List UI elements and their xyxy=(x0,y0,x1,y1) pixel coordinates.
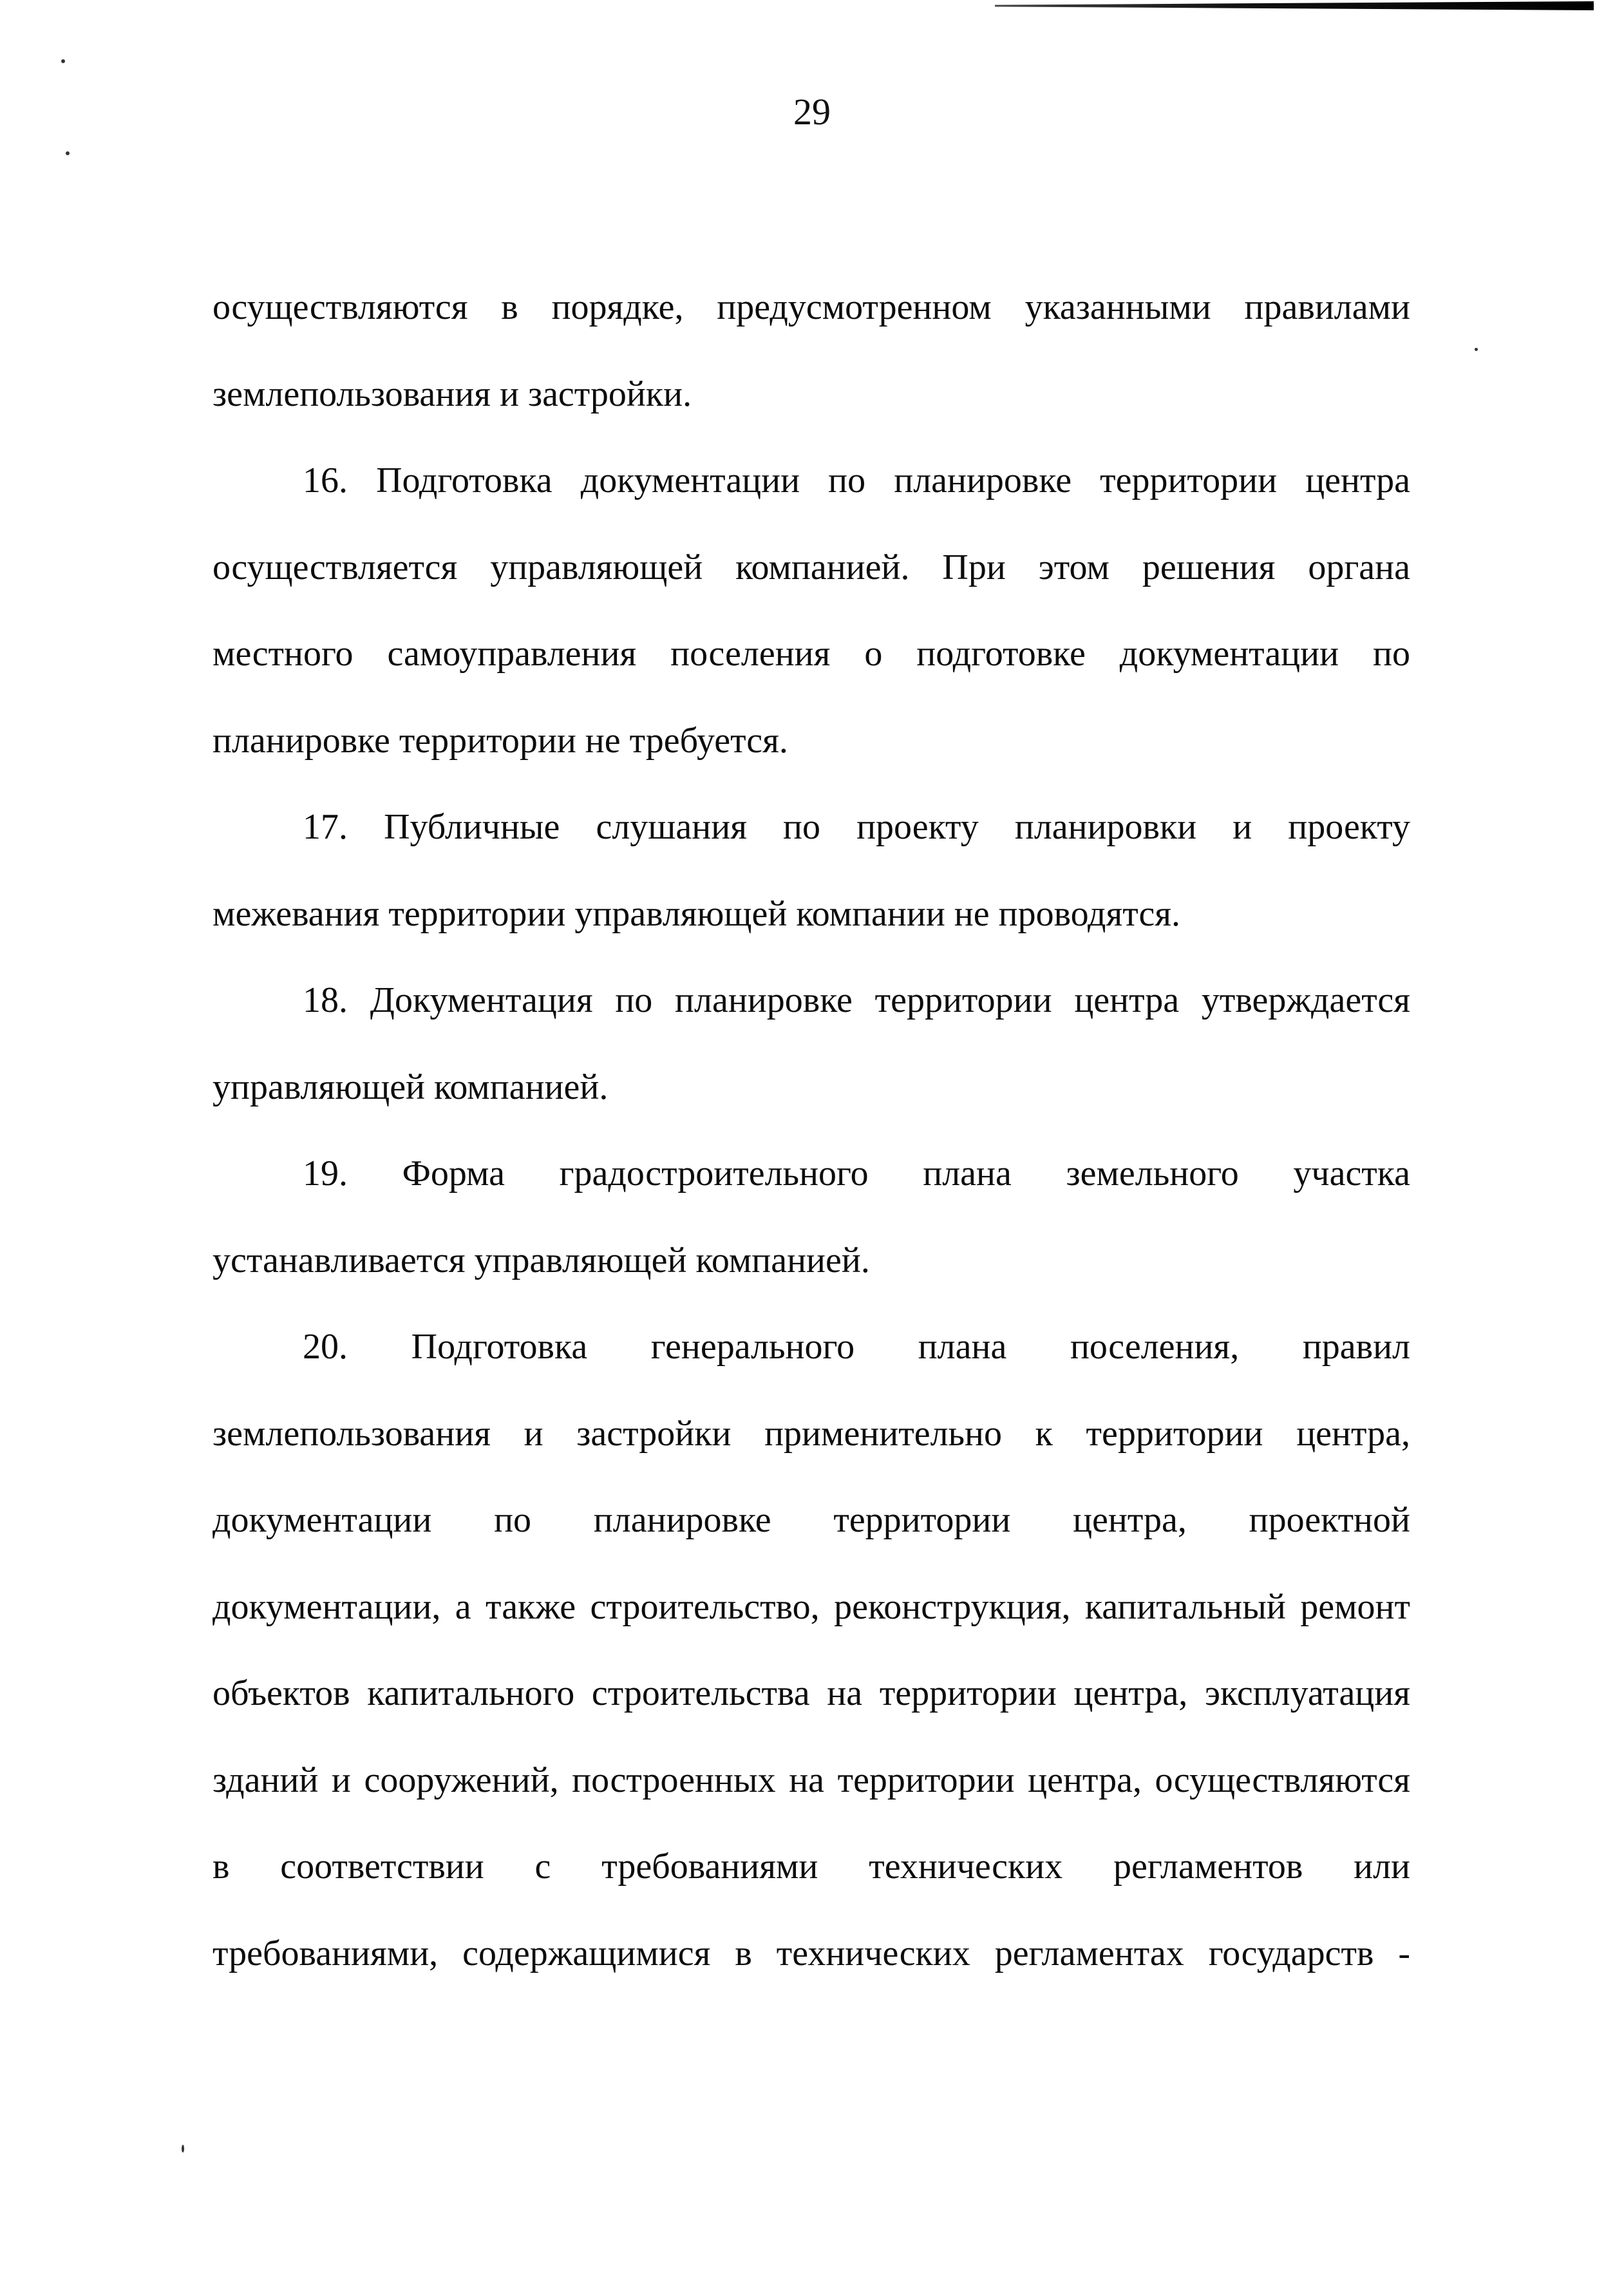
document-body xyxy=(212,264,1410,1997)
page-number: 29 xyxy=(793,91,831,133)
text-line: требованиями, содержащимися в технических регламентах государств - xyxy=(212,1933,1410,1973)
text-line: осуществляются в порядке, предусмотренном указанными правилами xyxy=(212,287,1410,327)
text-line: местного самоуправления поселения о подготовке документации по xyxy=(212,634,1410,674)
scan-speck xyxy=(182,2145,184,2152)
scan-speck xyxy=(1475,348,1478,351)
paragraph-19-start: 19. Форма градостроительного плана земельного участка xyxy=(303,1154,1410,1193)
scan-speck xyxy=(66,151,70,155)
paragraph-16-start: 16. Подготовка документации по планировке территории центра xyxy=(303,461,1410,500)
text-line: осуществляется управляющей компанией. При этом решения органа xyxy=(212,547,1410,587)
paragraph-18-start: 18. Документация по планировке территории центра утверждается xyxy=(303,980,1410,1020)
text-line: межевания территории управляющей компании не проводятся. xyxy=(212,893,1181,934)
text-line: документации, а также строительство, реконструкция, капитальный ремонт xyxy=(212,1586,1410,1627)
text-line: управляющей компанией. xyxy=(212,1067,609,1107)
text-line: землепользования и застройки применительно к территории центра, xyxy=(212,1413,1410,1454)
scan-speck xyxy=(61,59,65,63)
text-line: объектов капитального строительства на территории центра, эксплуатация xyxy=(212,1673,1410,1713)
text-line: землепользования и застройки. xyxy=(212,374,692,414)
paragraph-20-start: 20. Подготовка генерального плана поселения, правил xyxy=(303,1327,1410,1367)
text-line: в соответствии с требованиями технических регламентов или xyxy=(212,1847,1410,1886)
paragraph-17-start: 17. Публичные слушания по проекту планировки и проекту xyxy=(303,807,1410,847)
text-line: документации по планировке территории центра, проектной xyxy=(212,1500,1410,1540)
text-line: планировке территории не требуется. xyxy=(212,720,788,761)
scan-artifact-line xyxy=(995,1,1594,10)
text-line: устанавливается управляющей компанией. xyxy=(212,1240,870,1280)
text-line: зданий и сооружений, построенных на территории центра, осуществляются xyxy=(212,1760,1410,1800)
